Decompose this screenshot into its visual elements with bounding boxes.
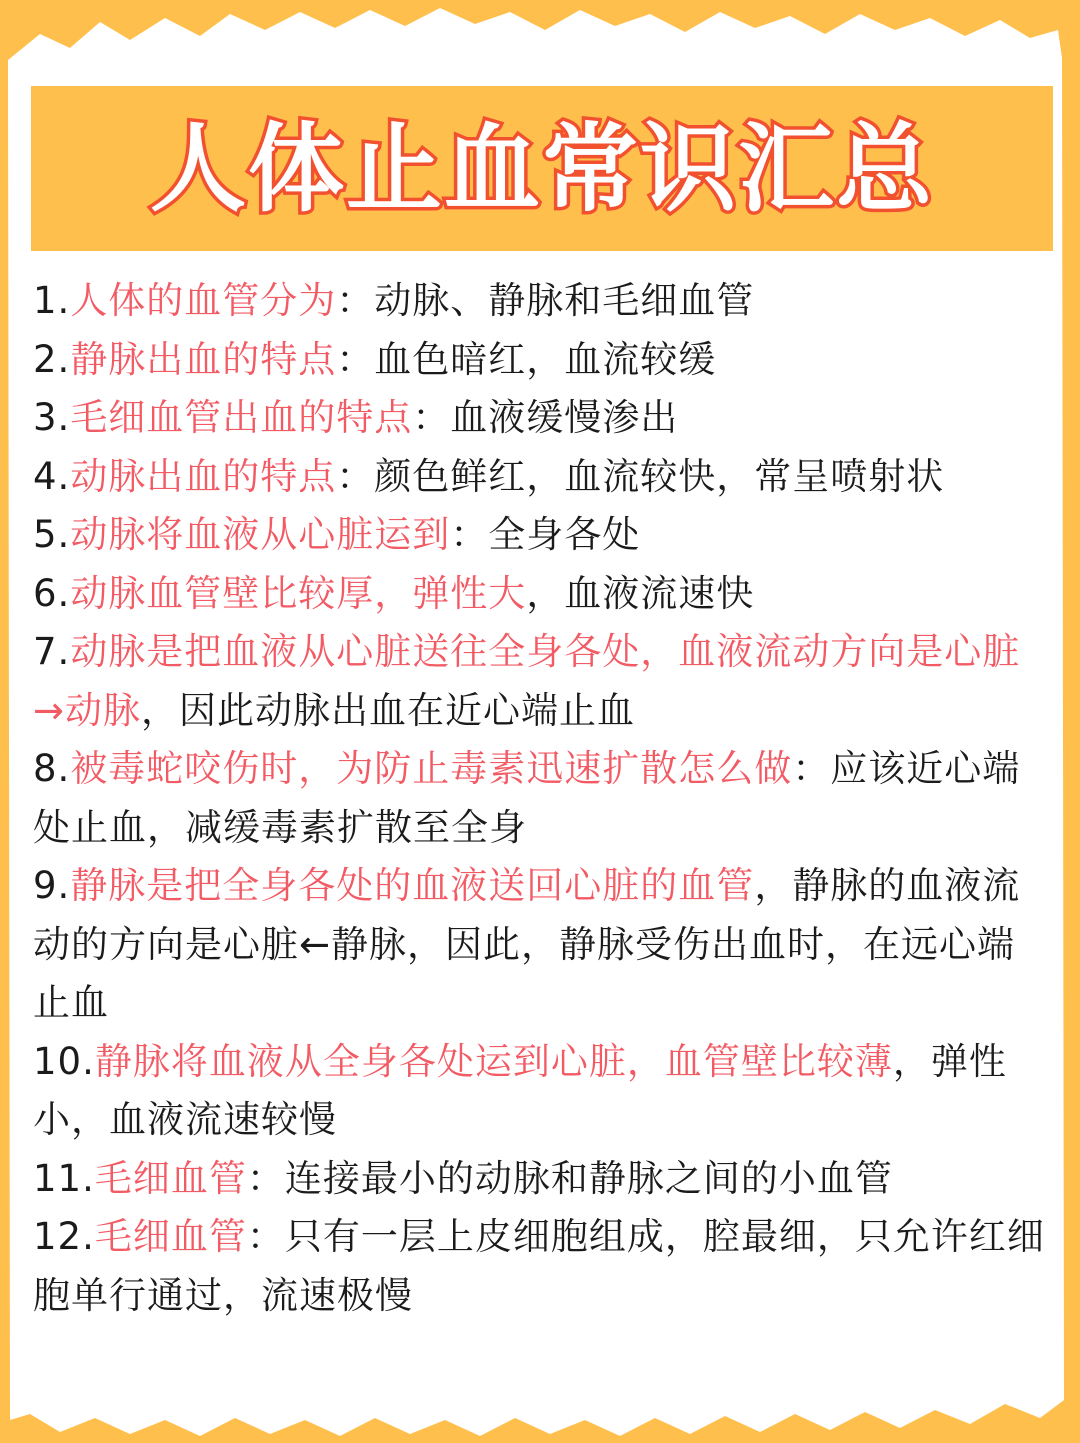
item-text: ：动脉、静脉和毛细血管 [336, 279, 755, 322]
item-text: ：颜色鲜红，血流较快，常呈喷射状 [336, 454, 945, 498]
item-number: 9. [33, 864, 71, 907]
list-item [33, 1150, 1048, 1209]
item-text: ：连接最小的动脉和静脉之间的小血管 [246, 1156, 893, 1200]
item-highlight: 静脉是把全身各处的血液送回心脏的血管 [70, 864, 755, 907]
item-number: 11. [33, 1156, 95, 1200]
page-title: 人体止血常识汇总 [150, 112, 934, 225]
item-number: 2. [33, 337, 71, 381]
list-item [33, 272, 1048, 331]
item-number: 8. [33, 747, 71, 790]
list-item [33, 448, 1048, 507]
list-item [33, 1208, 1048, 1325]
item-text: ，弹性小，血液流速较慢 [33, 1039, 1007, 1141]
item-number: 10. [33, 1039, 95, 1083]
item-highlight: 静脉将血液从全身各处运到心脏，血管壁比较薄 [94, 1039, 893, 1083]
item-number: 3. [33, 396, 71, 439]
item-number: 5. [33, 513, 71, 556]
item-highlight: 动脉出血的特点 [70, 454, 337, 498]
list-item [33, 331, 1048, 390]
item-highlight: 人体的血管分为 [70, 279, 337, 322]
list-item [33, 506, 1048, 565]
item-text: ：血液缓慢渗出 [412, 396, 679, 439]
item-highlight: 毛细血管 [94, 1156, 247, 1200]
item-highlight: 动脉是把血液从心脏送往全身各处，血液流动方向是心脏→动脉 [33, 630, 1021, 732]
list-item [33, 389, 1048, 448]
item-number: 4. [33, 454, 71, 498]
item-text: ，静脉的血液流动的方向是心脏←静脉，因此，静脉受伤出血时，在远心端止血 [33, 864, 1021, 1024]
tips-list [33, 272, 1048, 1325]
item-number: 6. [33, 571, 71, 615]
item-number: 7. [33, 630, 71, 673]
item-highlight: 动脉将血液从心脏运到 [70, 513, 451, 556]
list-item [33, 740, 1048, 857]
item-highlight: 毛细血管出血的特点 [70, 396, 413, 439]
item-text: ，因此动脉出血在近心端止血 [141, 688, 636, 732]
list-item [33, 1033, 1048, 1150]
item-highlight: 被毒蛇咬伤时，为防止毒素迅速扩散怎么做 [70, 747, 793, 790]
item-text: ：应该近心端处止血，减缓毒素扩散至全身 [33, 747, 1021, 849]
item-number: 1. [33, 279, 71, 322]
title-banner [31, 86, 1053, 251]
item-number: 12. [33, 1215, 95, 1258]
item-text: ：全身各处 [450, 513, 641, 556]
item-text: ：只有一层上皮细胞组成，腔最细，只允许红细胞单行通过，流速极慢 [33, 1215, 1045, 1317]
item-text: ：血色暗红，血流较缓 [336, 337, 717, 381]
item-highlight: 动脉血管壁比较厚，弹性大 [70, 571, 527, 615]
item-text: ，血液流速快 [526, 571, 755, 615]
item-highlight: 静脉出血的特点 [70, 337, 337, 381]
item-highlight: 毛细血管 [94, 1215, 247, 1258]
list-item [33, 857, 1048, 1033]
list-item [33, 565, 1048, 624]
list-item [33, 623, 1048, 740]
